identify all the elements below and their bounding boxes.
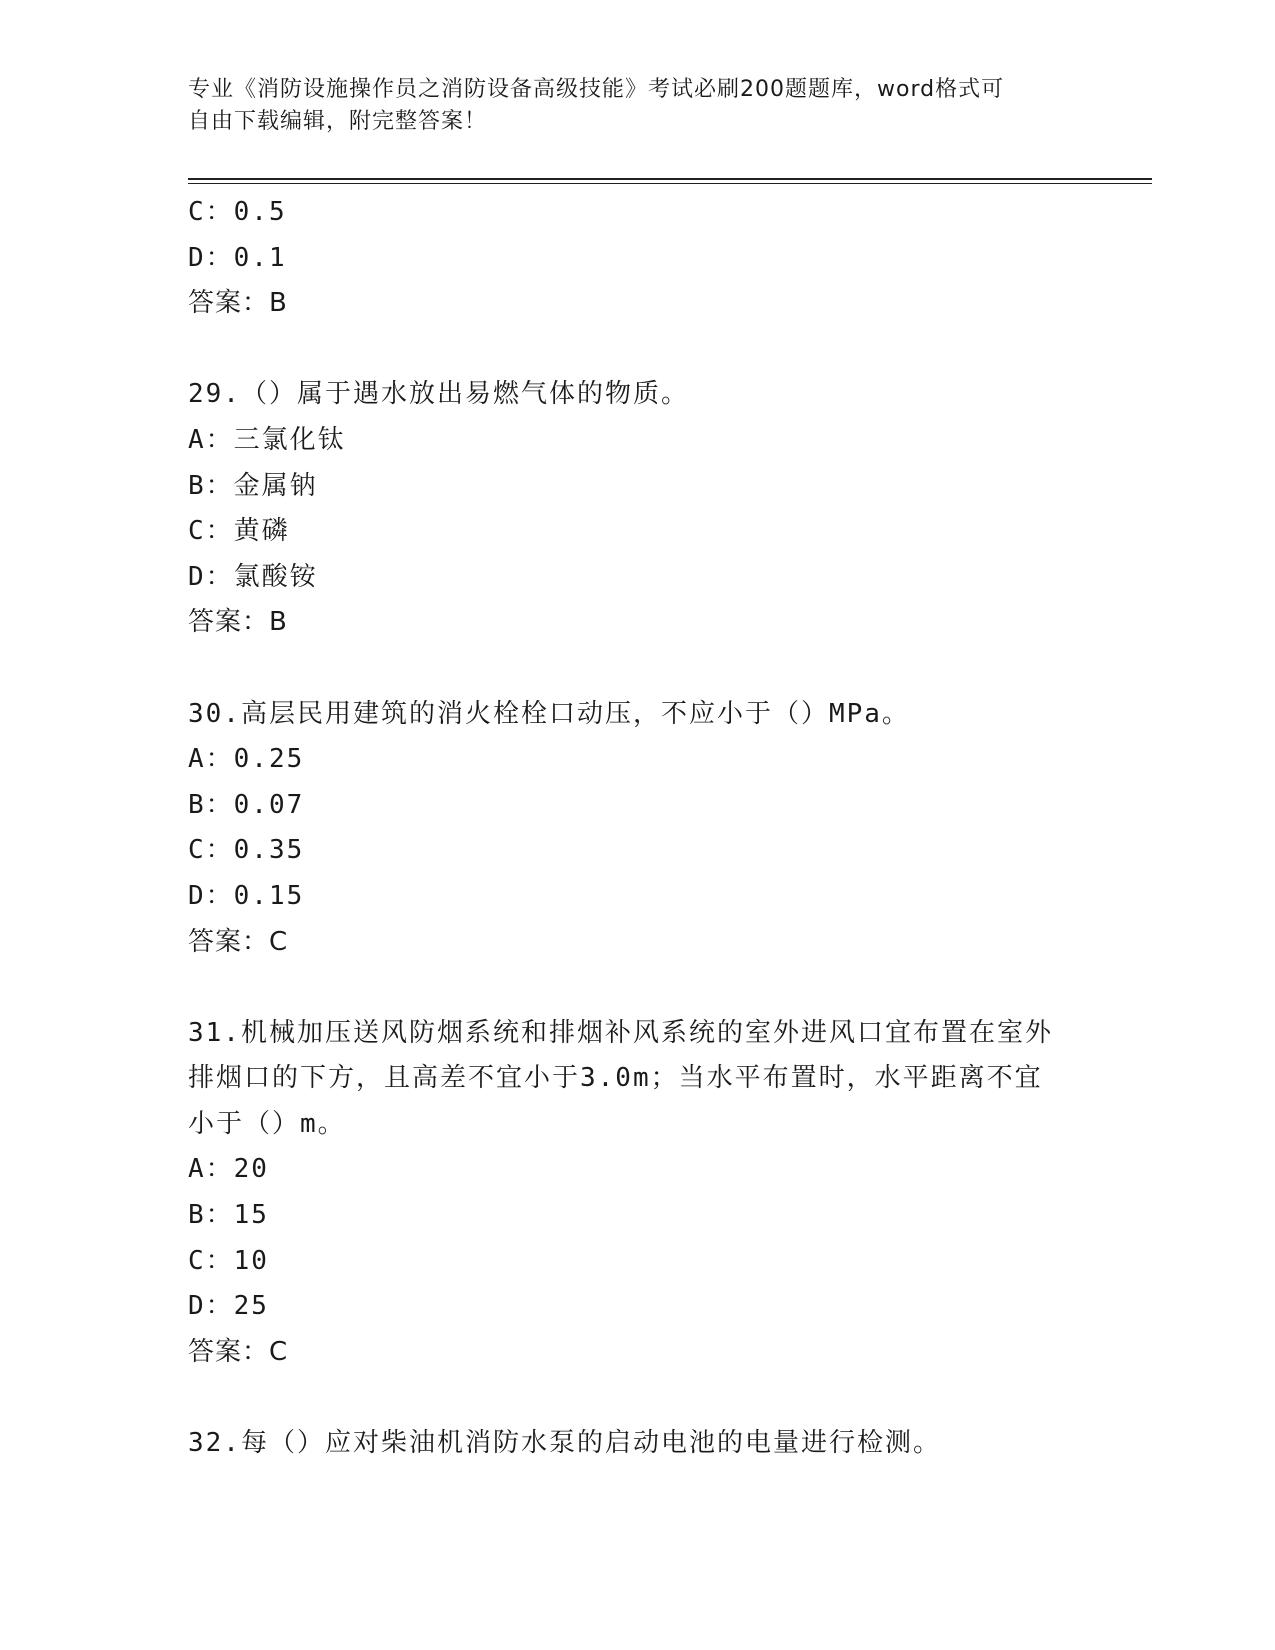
header-line-2: 自由下载编辑，附完整答案！ xyxy=(188,109,488,134)
question-stem: 32.每（）应对柴油机消防水泵的启动电池的电量进行检测。 xyxy=(188,1428,941,1459)
question-32 xyxy=(188,1421,1088,1467)
question-31 xyxy=(188,1011,1088,1376)
option-c: C：0.35 xyxy=(188,835,305,866)
answer: 答案：C xyxy=(188,926,289,957)
question-29 xyxy=(188,372,1088,646)
option-a: A：三氯化钛 xyxy=(188,424,346,455)
option-b: B：0.07 xyxy=(188,789,305,820)
option-a: A：20 xyxy=(188,1154,269,1185)
option-d: D：氯酸铵 xyxy=(188,561,318,592)
question-28-tail xyxy=(188,190,1088,327)
header-divider-thin xyxy=(188,183,1152,184)
option-c: C：10 xyxy=(188,1245,269,1276)
question-stem-line-3: 小于（）m。 xyxy=(188,1108,346,1139)
option-d: D：25 xyxy=(188,1291,269,1322)
header-line-1: 专业《消防设施操作员之消防设备高级技能》考试必刷200题题库，word格式可 xyxy=(188,77,1005,102)
option-d: D：0.1 xyxy=(188,242,287,273)
option-d: D：0.15 xyxy=(188,880,305,911)
question-stem-line-1: 31.机械加压送风防烟系统和排烟补风系统的室外进风口宜布置在室外 xyxy=(188,1017,1053,1048)
answer: 答案：B xyxy=(188,288,288,319)
document-header xyxy=(188,74,1068,138)
answer: 答案：C xyxy=(188,1336,289,1367)
question-list xyxy=(188,190,1088,1467)
question-stem: 29.（）属于遇水放出易燃气体的物质。 xyxy=(188,379,689,410)
question-30 xyxy=(188,692,1088,966)
option-b: B：金属钠 xyxy=(188,470,318,501)
option-b: B：15 xyxy=(188,1200,269,1231)
option-c: C：黄磷 xyxy=(188,516,290,547)
option-c: C：0.5 xyxy=(188,197,287,227)
question-stem: 30.高层民用建筑的消火栓栓口动压，不应小于（）MPa。 xyxy=(188,698,910,729)
question-stem-line-2: 排烟口的下方，且高差不宜小于3.0m；当水平布置时，水平距离不宜 xyxy=(188,1063,1043,1094)
header-divider-thick xyxy=(188,178,1152,180)
answer: 答案：B xyxy=(188,607,288,638)
option-a: A：0.25 xyxy=(188,744,305,775)
